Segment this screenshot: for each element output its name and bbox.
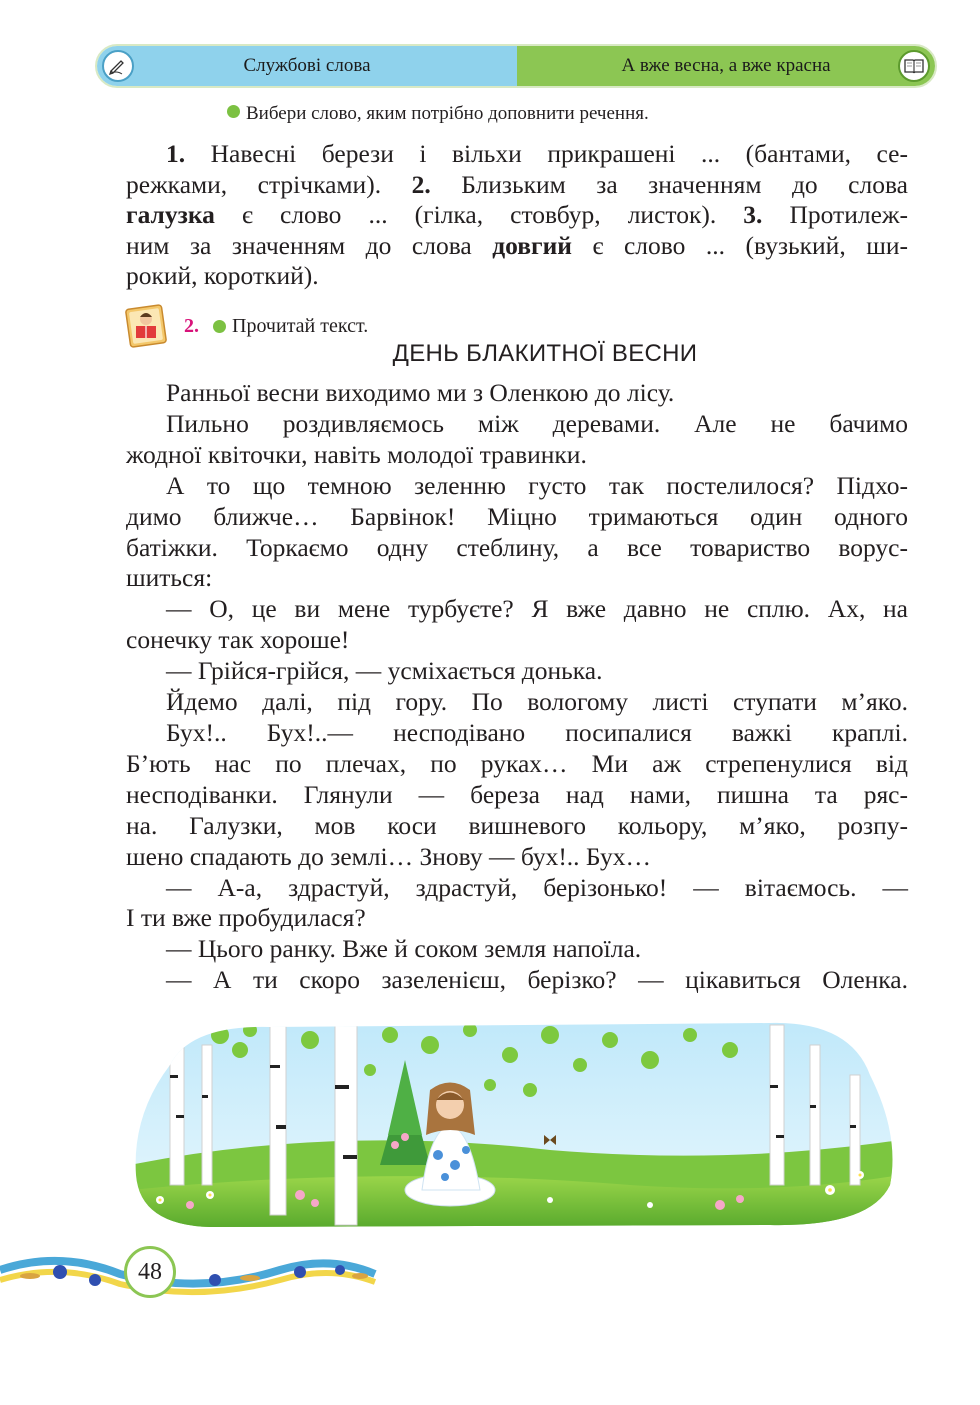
story-line: А то що темною зеленню густо так постелилося? Підхо-: [166, 470, 908, 500]
story-line: Бух!.. Бух!..— несподівано посипалися важкі краплі.: [166, 717, 908, 747]
story-title: ДЕНЬ БЛАКИТНОЇ ВЕСНИ: [392, 340, 698, 367]
task1-line: [126, 139, 908, 170]
task1-text: Близьким за значенням до слова: [430, 169, 908, 199]
story-text: [126, 378, 908, 996]
story-line: жодної квіточки, навіть молодої травинки.: [126, 439, 587, 469]
story-line: І ти вже пробудилася?: [126, 903, 366, 933]
story-line: Б’ють нас по плечах, по руках… Ми аж стрепенулися від: [126, 748, 908, 778]
task1-line: [126, 200, 908, 231]
header-left-title: Службові слова: [243, 55, 371, 76]
task1-text: Протилеж-: [762, 200, 908, 229]
header-bar: [95, 44, 937, 88]
story-line: сонечку так хороше!: [126, 625, 350, 655]
task1-text: є слово ... (гілка, стовбур, листок).: [214, 200, 744, 229]
story-line: димо ближче… Барвінок! Міцно тримаються один одного: [126, 501, 908, 531]
keyword: довгий: [492, 230, 572, 260]
header-section-left: [97, 46, 517, 86]
sentence-number: 2.: [411, 169, 431, 199]
story-line: шиться:: [126, 563, 213, 593]
footer-ornament: [0, 1240, 380, 1310]
task1-text: є слово ... (вузький, ши-: [572, 230, 908, 260]
story-line: батіжки. Торкаємо одну стеблину, а все товариство ворус-: [126, 532, 908, 562]
task1-line: [126, 261, 908, 292]
bullet-dot-icon: [213, 320, 226, 333]
keyword: галузка: [126, 200, 215, 229]
sentence-number: 3.: [743, 200, 763, 229]
pen-icon: [102, 50, 134, 82]
task1-instruction: [227, 103, 649, 125]
header-section-right: [517, 46, 935, 86]
story-line: Пильно роздивляємось між деревами. Але не бачимо: [166, 408, 908, 438]
book-icon: [898, 50, 930, 82]
sentence-number: 1.: [166, 139, 186, 168]
task1-line: [126, 170, 908, 201]
story-line: — Грійся-грійся, — усміхається донька.: [166, 656, 603, 686]
task1-text: ним за значенням до слова: [126, 230, 493, 260]
story-line: — Цього ранку. Вже й соком земля напоїла.: [166, 934, 642, 964]
task1-text: Навесні берези і вільхи прикрашені ... (бантами, се-: [185, 139, 908, 168]
page-number: 48: [124, 1246, 176, 1298]
bullet-dot-icon: [227, 105, 240, 118]
story-line: на. Галузки, мов коси вишневого кольору, м’яко, розпу-: [126, 810, 908, 840]
task2-instruction: Прочитай текст.: [232, 314, 369, 337]
birch-forest-illustration: [130, 1015, 900, 1230]
task2-number: 2.: [184, 314, 199, 337]
story-line: — А-а, здрастуй, здрастуй, берізонько! — вітаємось. —: [166, 872, 908, 902]
task1-text: рокий, короткий).: [126, 261, 319, 290]
task1-instruction-text: Вибери слово, яким потрібно доповнити речення.: [246, 103, 649, 124]
story-line: Йдемо далі, під гору. По вологому листі ступати м’яко.: [166, 687, 908, 717]
task1-line: [126, 231, 908, 262]
story-line: — О, це ви мене турбуєте? Я вже давно не сплю. Ах, на: [166, 594, 908, 624]
task1-paragraph: [126, 139, 908, 292]
task1-text: режками, стрічками).: [126, 169, 412, 199]
header-right-title: А вже весна, а вже красна: [621, 55, 831, 76]
story-line: Ранньої весни виходимо ми з Оленкою до лісу.: [166, 378, 675, 407]
story-line: шено спадають до землі… Знову — бух!.. Бух…: [126, 841, 651, 871]
story-line: несподіванки. Глянули — береза над нами, пишна та ряс-: [126, 779, 908, 809]
story-line: — А ти скоро зазеленієш, берізко? — цікавиться Оленка.: [166, 965, 908, 995]
